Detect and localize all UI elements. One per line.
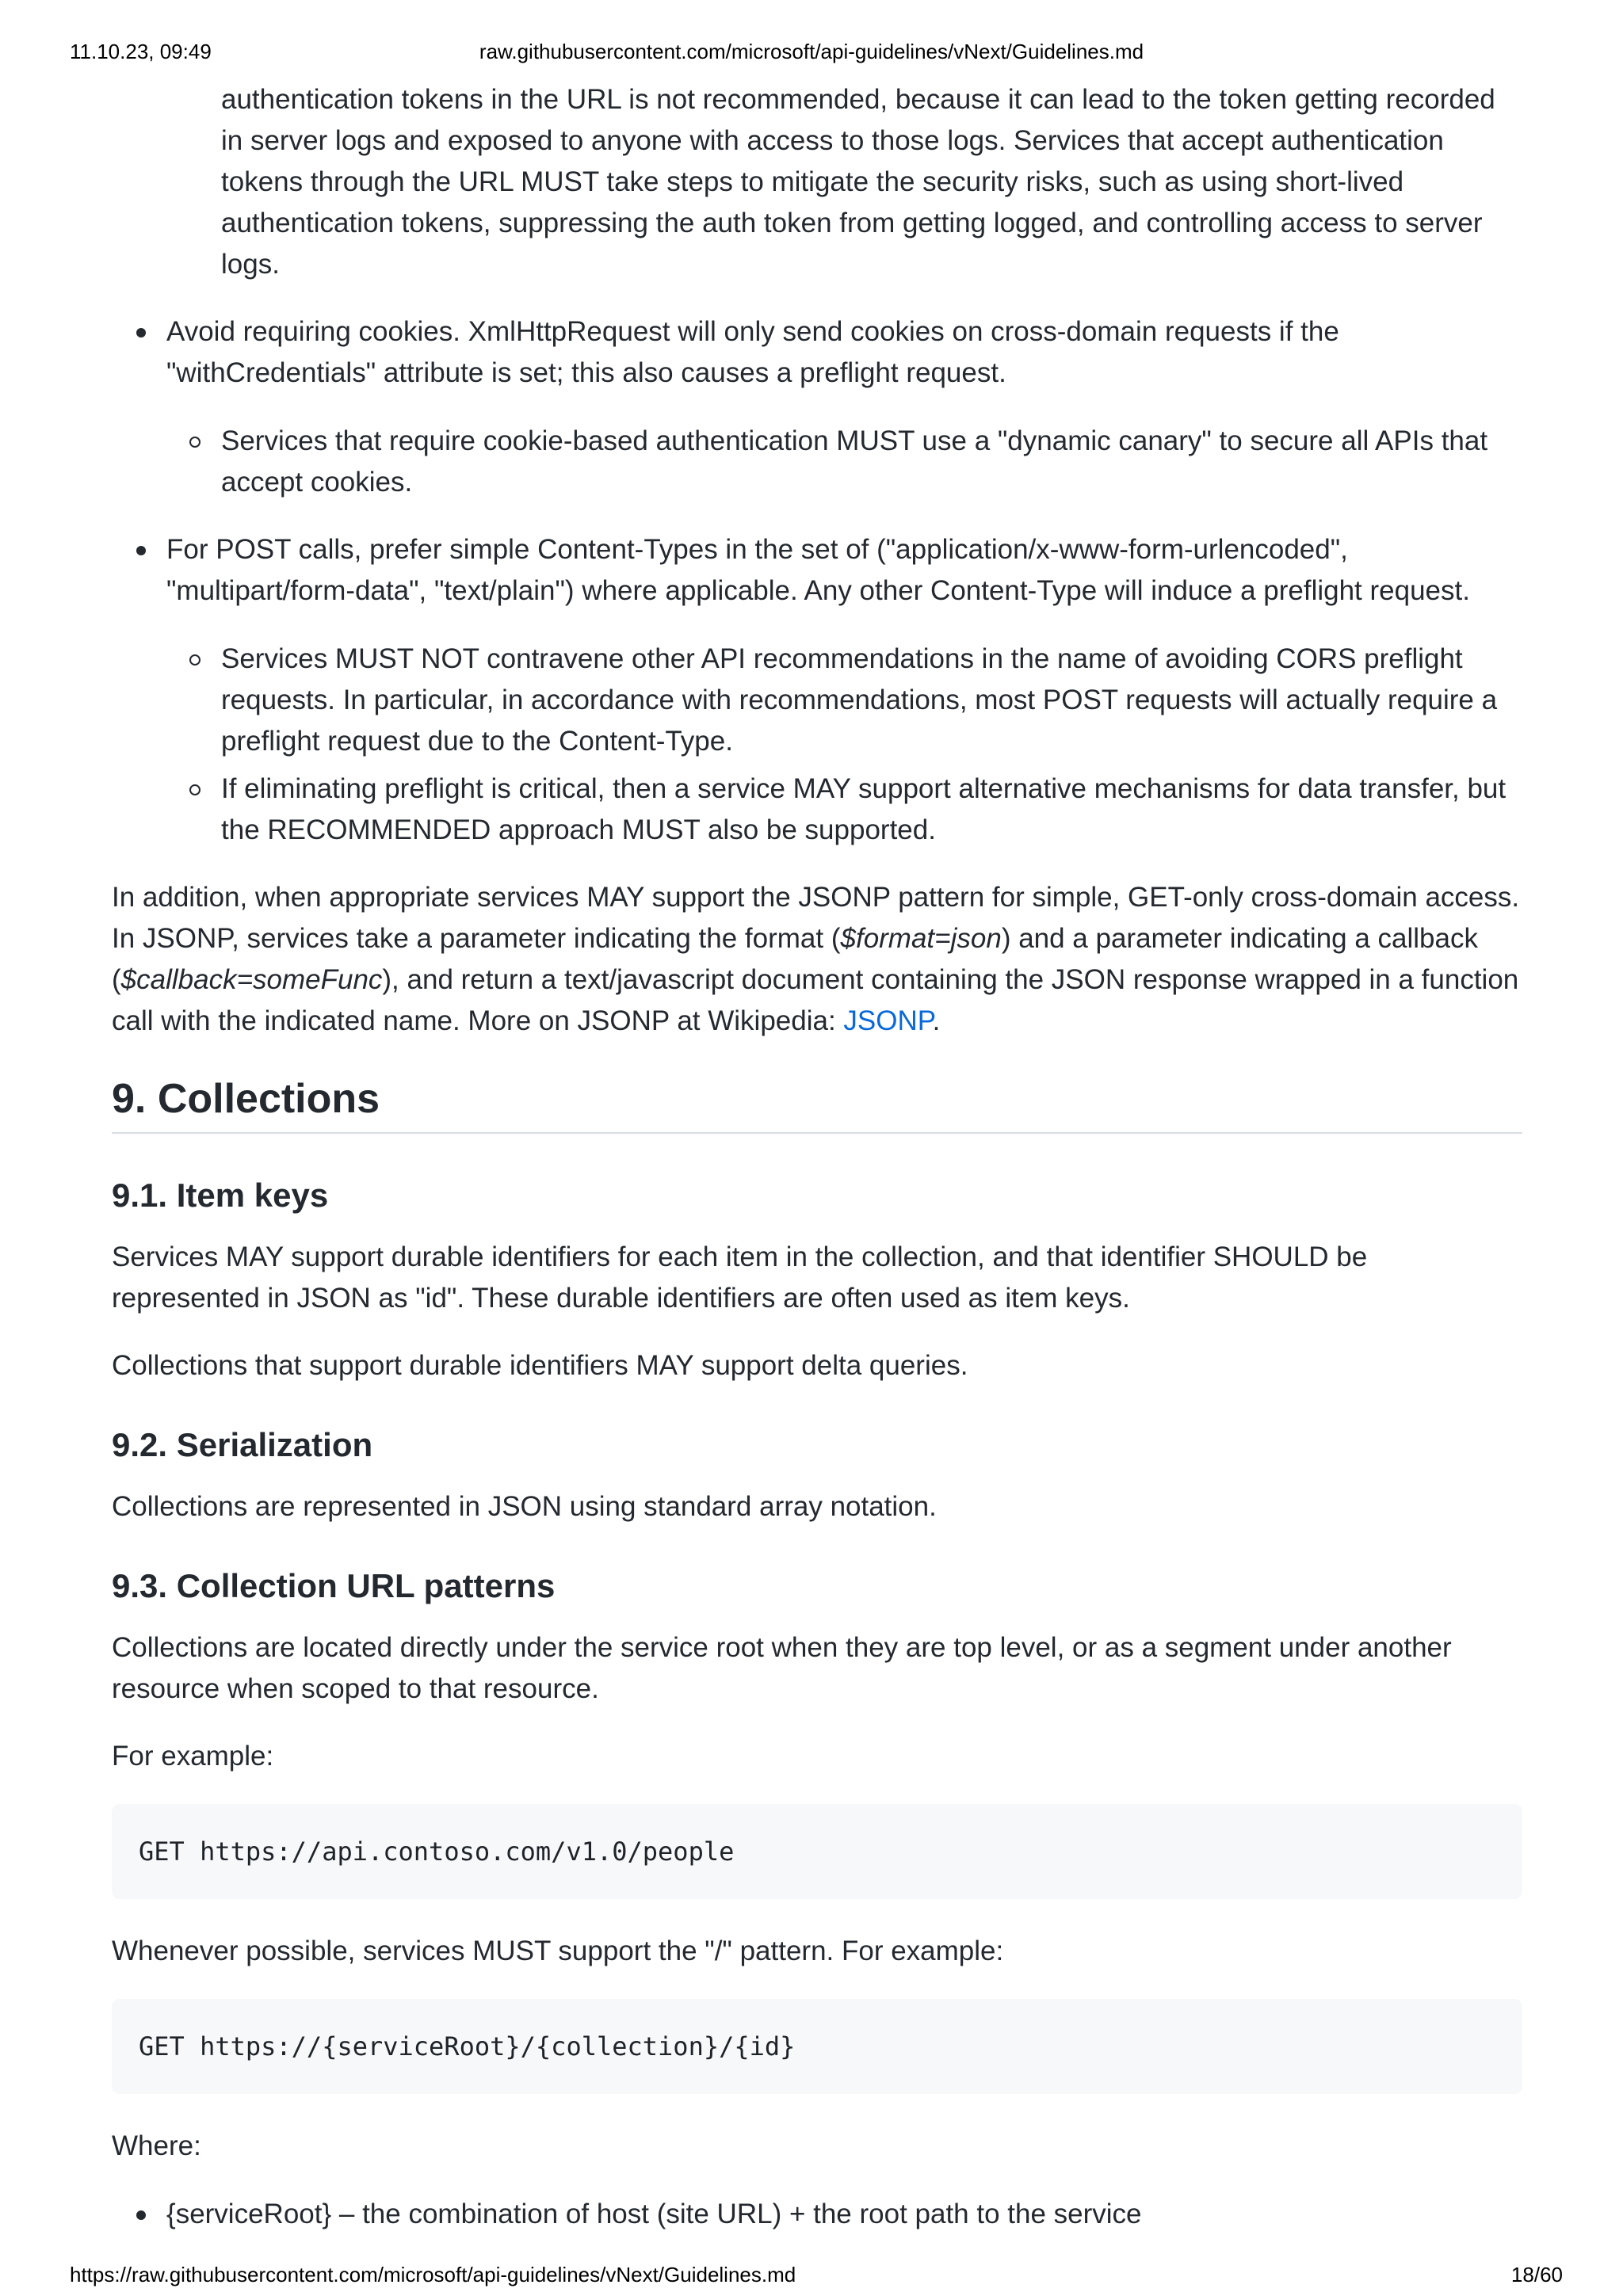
print-footer-url: https://raw.githubusercontent.com/microsoft/api-guidelines/vNext/Guidelines.md [70, 2263, 796, 2286]
paragraph: Services MAY support durable identifiers for each item in the collection, and that identifier SHOULD be represented in JSON as "id". These durable identifiers are often used as item keys. [112, 1241, 1368, 1314]
list-item: Services MUST NOT contravene other API recommendations in the name of avoiding CORS preflight requests. In particular, in accordance with recommendations, most POST requests will actually require a preflight request due to the Content-Type. [112, 639, 1522, 762]
paragraph: Collections are represented in JSON using standard array notation. [112, 1491, 937, 1522]
cors-sub-list [112, 421, 1522, 503]
list-item: {serviceRoot} – the combination of host (site URL) + the root path to the service [112, 2194, 1522, 2235]
paragraph: Whenever possible, services MUST support the "/" pattern. For example: [112, 1936, 1004, 1966]
continued-paragraph: authentication tokens in the URL is not recommended, because it can lead to the token getting recorded in server logs and exposed to anyone with access to those logs. Services that accept authentication tokens through the URL MUST take steps to mitigate the security risks, such as using short-lived authentication tokens, suppressing the auth token from getting logged, and controlling access to server logs. [221, 84, 1495, 280]
list-item: Services that require cookie-based authentication MUST use a "dynamic canary" to secure all APIs that accept cookies. [112, 421, 1522, 503]
paragraph: Where: [112, 2130, 201, 2161]
section-heading-collections: 9. Collections [112, 1074, 1522, 1134]
print-footer [0, 2263, 1623, 2290]
jsonp-link[interactable]: JSONP [843, 1005, 933, 1036]
list-item: If eliminating preflight is critical, then a service MAY support alternative mechanisms for data transfer, but the RECOMMENDED approach MUST also be supported. [112, 769, 1522, 851]
callback-param: $callback=someFunc [120, 964, 383, 995]
cors-recommendation-list [112, 311, 1522, 394]
list-item: For POST calls, prefer simple Content-Types in the set of ("application/x-www-form-urlencoded", "multipart/form-data", "text/plain") where applicable. Any other Content-Type will induce a preflight request. [112, 529, 1522, 612]
paragraph: Collections are located directly under the service root when they are top level, or as a segment under another resource when scoped to that resource. [112, 1632, 1452, 1704]
subsection-heading-url-patterns: 9.3. Collection URL patterns [112, 1567, 556, 1604]
code-block: GET https://{serviceRoot}/{collection}/{id} [112, 1999, 1522, 2094]
print-header [0, 40, 1623, 67]
cors-sub-list-2 [112, 639, 1522, 851]
code-block: GET https://api.contoso.com/v1.0/people [112, 1804, 1522, 1899]
jsonp-paragraph: In addition, when appropriate services MAY support the JSONP pattern for simple, GET-only cross-domain access. In JSONP, services take a parameter indicating the format ($format=json) and a parameter indicating a callback ($callback=someFunc), and return a text/javascript document containing the JSON response wrapped in a function call with the indicated name. More on JSONP at Wikipedia: JSONP. [112, 882, 1520, 1036]
print-header-url: raw.githubusercontent.com/microsoft/api-guidelines/vNext/Guidelines.md [479, 40, 1144, 63]
paragraph: For example: [112, 1741, 274, 1772]
list-item: Avoid requiring cookies. XmlHttpRequest will only send cookies on cross-domain requests if the "withCredentials" attribute is set; this also causes a preflight request. [112, 311, 1522, 394]
page-number: 18/60 [1510, 2263, 1563, 2286]
where-list [112, 2194, 1522, 2235]
paragraph: Collections that support durable identifiers MAY support delta queries. [112, 1350, 968, 1381]
format-param: $format=json [840, 923, 1002, 954]
print-datetime: 11.10.23, 09:49 [70, 40, 212, 63]
document-body [112, 79, 1522, 2235]
cors-recommendation-list-2 [112, 529, 1522, 612]
subsection-heading-item-keys: 9.1. Item keys [112, 1177, 329, 1214]
subsection-heading-serialization: 9.2. Serialization [112, 1426, 373, 1463]
